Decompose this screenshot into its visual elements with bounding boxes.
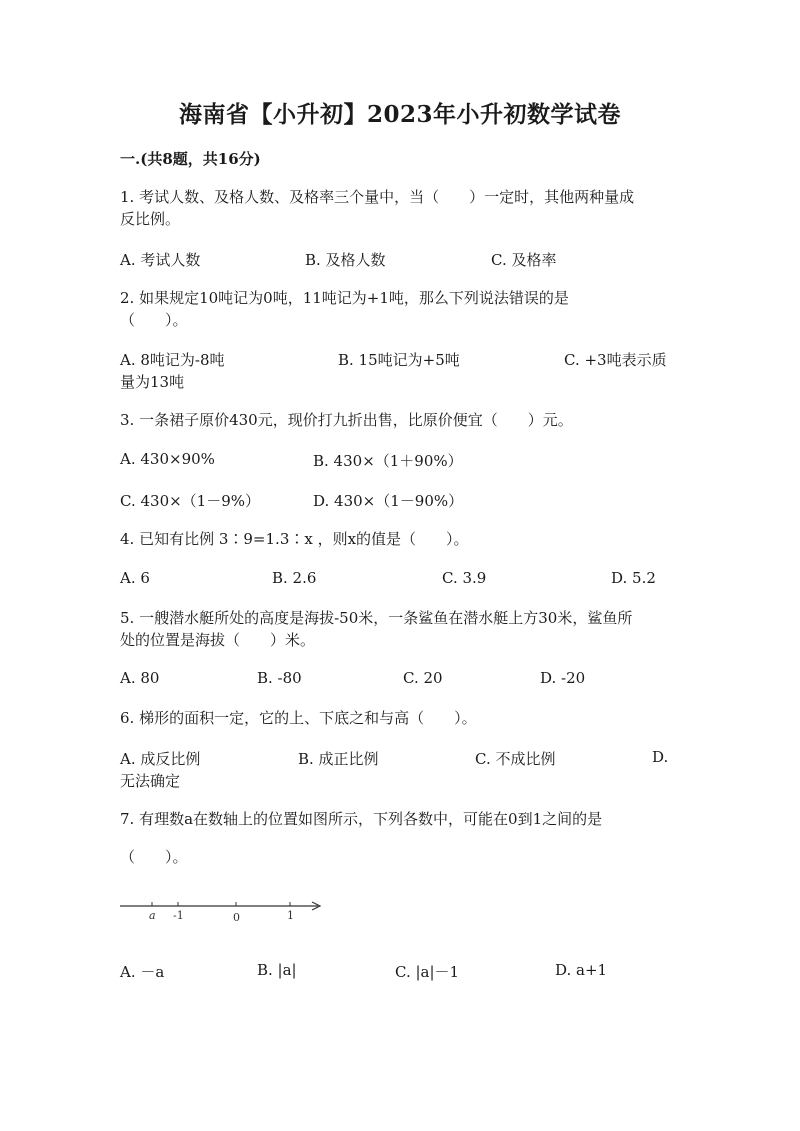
- question-7-option-d: D. a+1: [555, 961, 608, 979]
- page-title: 海南省【小升初】2023年小升初数学试卷: [178, 101, 621, 128]
- label-1: 1: [287, 909, 294, 922]
- section-heading: 一.(共8题，共16分): [120, 150, 261, 168]
- question-2-option-a: A. 8吨记为-8吨: [120, 351, 225, 369]
- question-4-option-c: C. 3.9: [442, 569, 487, 587]
- question-5-option-a: A. 80: [120, 669, 160, 687]
- question-3-text: 3. 一条裙子原价430元，现价打九折出售，比原价便宜（ ）元。: [120, 411, 573, 429]
- question-3-option-a: A. 430×90%: [120, 450, 215, 468]
- question-2-option-b: B. 15吨记为+5吨: [338, 351, 460, 369]
- question-6-option-a: A. 成反比例: [120, 750, 201, 768]
- question-7-option-a: A. －a: [120, 963, 165, 981]
- question-5-text-line2: 处的位置是海拔（ ）米。: [120, 631, 316, 649]
- question-7-text-line2: （ ）。: [120, 848, 188, 866]
- question-1-option-b: B. 及格人数: [305, 251, 386, 269]
- question-4-option-a: A. 6: [120, 569, 150, 587]
- question-7-text-line1: 7. 有理数a在数轴上的位置如图所示，下列各数中，可能在0到1之间的是: [120, 810, 603, 828]
- label-0: 0: [233, 911, 240, 924]
- question-6-option-d-continuation: 无法确定: [120, 772, 181, 790]
- label-a: a: [149, 909, 156, 922]
- question-1-text-line2: 反比例。: [120, 210, 181, 228]
- question-1-text-line1: 1. 考试人数、及格人数、及格率三个量中，当（ ）一定时，其他两种量成: [120, 188, 635, 206]
- question-5-text-line1: 5. 一艘潜水艇所处的高度是海拔-50米，一条鲨鱼在潜水艇上方30米，鲨鱼所: [120, 609, 633, 627]
- question-6-option-b: B. 成正比例: [298, 750, 379, 768]
- question-2-option-c-continuation: 量为13吨: [120, 373, 185, 391]
- question-6-option-c: C. 不成比例: [475, 750, 556, 768]
- question-3-option-c: C. 430×（1－9%）: [120, 492, 261, 510]
- question-5-option-c: C. 20: [403, 669, 443, 687]
- question-7-option-b: B. |a|: [257, 961, 297, 979]
- question-4-option-d: D. 5.2: [611, 569, 656, 587]
- question-3-option-d: D. 430×（1－90%）: [313, 492, 464, 510]
- question-2-text-line1: 2. 如果规定10吨记为0吨，11吨记为+1吨，那么下列说法错误的是: [120, 289, 569, 307]
- question-1-option-c: C. 及格率: [491, 251, 557, 269]
- question-5-option-d: D. -20: [540, 669, 586, 687]
- number-line-diagram: [118, 895, 328, 929]
- question-6-option-d: D.: [652, 748, 669, 766]
- question-6-text: 6. 梯形的面积一定，它的上、下底之和与高（ ）。: [120, 709, 477, 727]
- question-7-option-c: C. |a|－1: [395, 963, 460, 981]
- question-4-option-b: B. 2.6: [272, 569, 317, 587]
- question-2-text-line2: （ ）。: [120, 311, 188, 329]
- question-5-option-b: B. -80: [257, 669, 302, 687]
- question-1-option-a: A. 考试人数: [120, 251, 201, 269]
- question-2-option-c: C. +3吨表示质: [564, 351, 667, 369]
- label-minus-1: -1: [173, 909, 184, 922]
- question-4-text: 4. 已知有比例 3∶9=1.3∶x ，则x的值是（ ）。: [120, 530, 469, 548]
- question-3-option-b: B. 430×（1＋90%）: [313, 452, 463, 470]
